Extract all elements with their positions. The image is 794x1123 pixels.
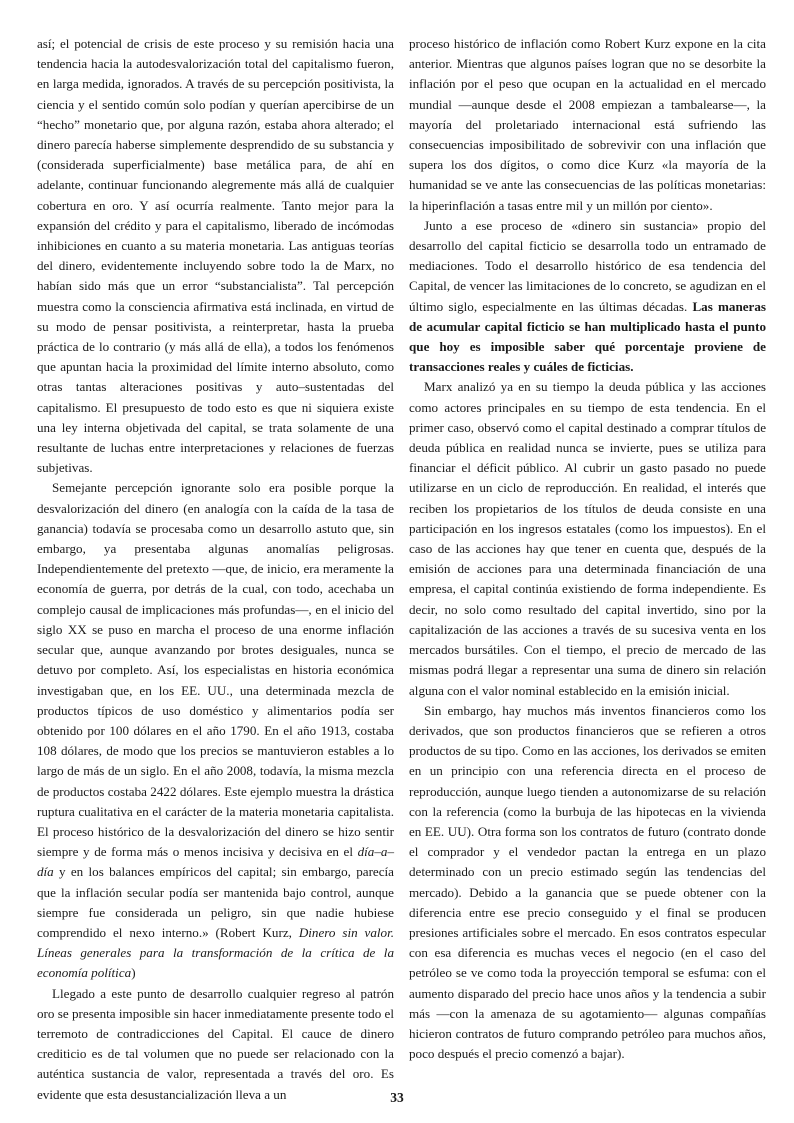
left-column	[37, 34, 394, 1105]
right-column	[409, 34, 766, 1064]
citation-title: Dinero sin valor. Líneas generales para la transformación de la crítica de la economía política	[37, 924, 395, 981]
page-number: 33	[390, 1090, 404, 1105]
paragraph-text: )	[131, 965, 136, 981]
paragraph-text: Marx analizó ya en su tiempo la deuda pública y las acciones como actores principales en su tiempo de esta tendencia. En el primer caso, observó como el capital destinado a comprar títulos de deuda pública en realidad nunca se invierte, pues se utiliza para financiar el déficit público. Al cubrir un gasto pasado no puede utilizarse en un ciclo de reproducción. En realidad, el interés que reciben los propietarios de los títulos de deuda consiste en una participación en los ingresos estatales (como los impuestos). En el caso de las acciones hay que tener en cuenta que, después de la emisión de acciones para una determinada financiación de una empresa, el capital continúa existiendo de forma independiente. Es decir, no solo como resultado del capital invertido, sino por la capitalización de las acciones a través de su sucesiva venta en los mercados bursátiles. Con el tiempo, el precio de mercado de las mismas podrá llegar a representar una suma de dinero sin relación alguna con el valor nominal establecido en la emisión inicial.	[409, 379, 766, 698]
paragraph-text: Llegado a este punto de desarrollo cualquier regreso al patrón oro se presenta imposible sin hacer inmediatamente presente todo el terremoto de contradicciones del Capital. El cauce de dinero crediticio es de tal volumen que no puede ser relacionado con la auténtica sustancia de valor, representada a través del oro. Es evidente que esta desustancialización lleva a un	[37, 985, 394, 1102]
paragraph-text: Sin embargo, hay muchos más inventos financieros como los derivados, que son productos financieros que se refieren a otros productos de su tipo. Como en las acciones, los derivados se emiten en un principio con una referencia directa en el proceso de reproducción, aunque luego tienden a autonomizarse de su relación con la referencia (como la burbuja de las hipotecas en la vivienda en EE. UU). Otra forma son los contratos de futuro (contrato donde el comprador y el vendedor pactan la entrega en un plazo determinado con un precio estimado según las tendencias del mercado). Debido a la ganancia que se puede obtener con la diferencia entre ese precio conseguido y el final se producen presiones artificiales sobre el mercado. En esos contratos especular con esa diferencia es muchas veces el negocio (en el caso del petróleo se ve como toda la proyección temporal se esfuma: con el aumento disparado del precio hace unos años y la tendencia a subir más —con la amenaza de su agotamiento— algunas compañías hicieron contratos de futuro comprando petróleo para muchos años, poco después el precio comenzó a bajar).	[409, 702, 766, 1062]
paragraph-text: así; el potencial de crisis de este proceso y su remisión hacia una tendencia hacia la autodesvalorización total del capitalismo fueron, en larga medida, ignorados. A través de su percepción positivista, la ciencia y el sentido común solo podían y querían apercibirse de un “hecho” monetario que, por alguna razón, estaba ahora alterado; el dinero parecía haberse simplemente desprendido de su substancia y (considerada superficialmente) base metálica para, de ahí en adelante, continuar funcionando alegremente más allá de cualquier cobertura en oro. Y así ocurría realmente. Tanto mejor para la expansión del crédito y para el capitalismo, liberado de incómodas inhibiciones en cuanto a su materia monetaria. Las antiguas teorías del dinero, evidentemente incluyendo sobre todo la de Marx, no habían sido más que un error “substancialista”. Tal percepción muestra como la consciencia afirmativa está inclinada, en virtud de su modo de pensar positivista, a reinterpretar, hasta la prueba práctica de lo contrario (y más allá de ella), a todos los fenómenos que apuntan hacia la proximidad del límite interno absoluto, como otras tantas alteraciones positivas y auto–sustentadas del capitalismo. El presupuesto de todo esto es que ni siquiera existe una ley interna objetivada del capital, se trata solamente de una resultante de luchas entre interpretaciones y relaciones de fuerzas subjetivas.	[37, 36, 394, 476]
italic-text: día–a–día	[37, 844, 394, 880]
paragraph-text: proceso histórico de inflación como Robert Kurz expone en la cita anterior. Mientras que algunos países logran que no se desorbite la inflación por el peso que ocupan en la actualidad en el mercado mundial —aunque desde el 2008 empiezan a tambalearse—, la mayoría del proletariado internacional está sufriendo las consecuencias imposibilitado de sobrevivir con una inflación que supera los dos dígitos, o como dice Kurz «la mayoría de la humanidad se ve ante las consecuencias de las políticas monetarias: la hiperinflación a tasas entre mil y un millón por ciento».	[409, 36, 766, 213]
paragraph-text: Semejante percepción ignorante solo era posible porque la desvalorización del dinero (en analogía con la caída de la tasa de ganancia) todavía se procesaba como un desarrollo astuto que, sin embargo, ya presentaba algunas anomalías peligrosas. Independientemente del pretexto —que, de inicio, era meramente la economía de guerra, por detrás de la cual, con todo, acechaba un complejo causal de implicaciones más profundas—, en el inicio del siglo XX se puso en marcha el proceso de una enorme inflación secular que, aunque avanzando por brotes desiguales, nunca se detuvo por completo. Así, los especialistas en historia económica investigaban que, en los EE. UU., una determinada mezcla de productos típicos de uso doméstico y alimentarios podía ser obtenido por 100 dólares en el año 1790. En el año 1913, costaba 108 dólares, de modo que los precios se mantuvieron estables a lo largo de más de un siglo. En el año 2008, todavía, la misma mezcla de productos costaba 2422 dólares. Este ejemplo muestra la drástica ruptura cualitativa en el carácter de la materia monetaria capitalista. El proceso histórico de la desvalorización del dinero se hizo sentir siempre y de forma más o menos incisiva y decisiva en el	[37, 480, 394, 860]
paragraph	[37, 984, 394, 1105]
paragraph	[409, 216, 766, 378]
paragraph	[37, 478, 394, 983]
paragraph	[409, 377, 766, 700]
paragraph-text: y en los balances empíricos del capital; sin embargo, parecía que la inflación secular podía ser mantenida bajo control, aunque siempre fue considerada un peligro, sin que nadie hubiese comprendido el nexo interno.» (Robert Kurz,	[37, 864, 394, 940]
paragraph	[37, 34, 394, 478]
paragraph-text: Junto a ese proceso de «dinero sin sustancia» propio del desarrollo del capital ficticio se desarrolla todo un entramado de mediaciones. Todo el desarrollo histórico de esa tendencia del Capital, de vencer las limitaciones de lo concreto, se agudizan en el último siglo, especialmente en las últimas décadas.	[409, 217, 766, 314]
paragraph	[409, 701, 766, 1065]
paragraph	[409, 34, 766, 216]
bold-text: Las maneras de acumular capital ficticio se han multiplicado hasta el punto que hoy es imposible saber qué porcentaje proviene de transacciones reales y cuáles de ficticias.	[409, 298, 767, 375]
